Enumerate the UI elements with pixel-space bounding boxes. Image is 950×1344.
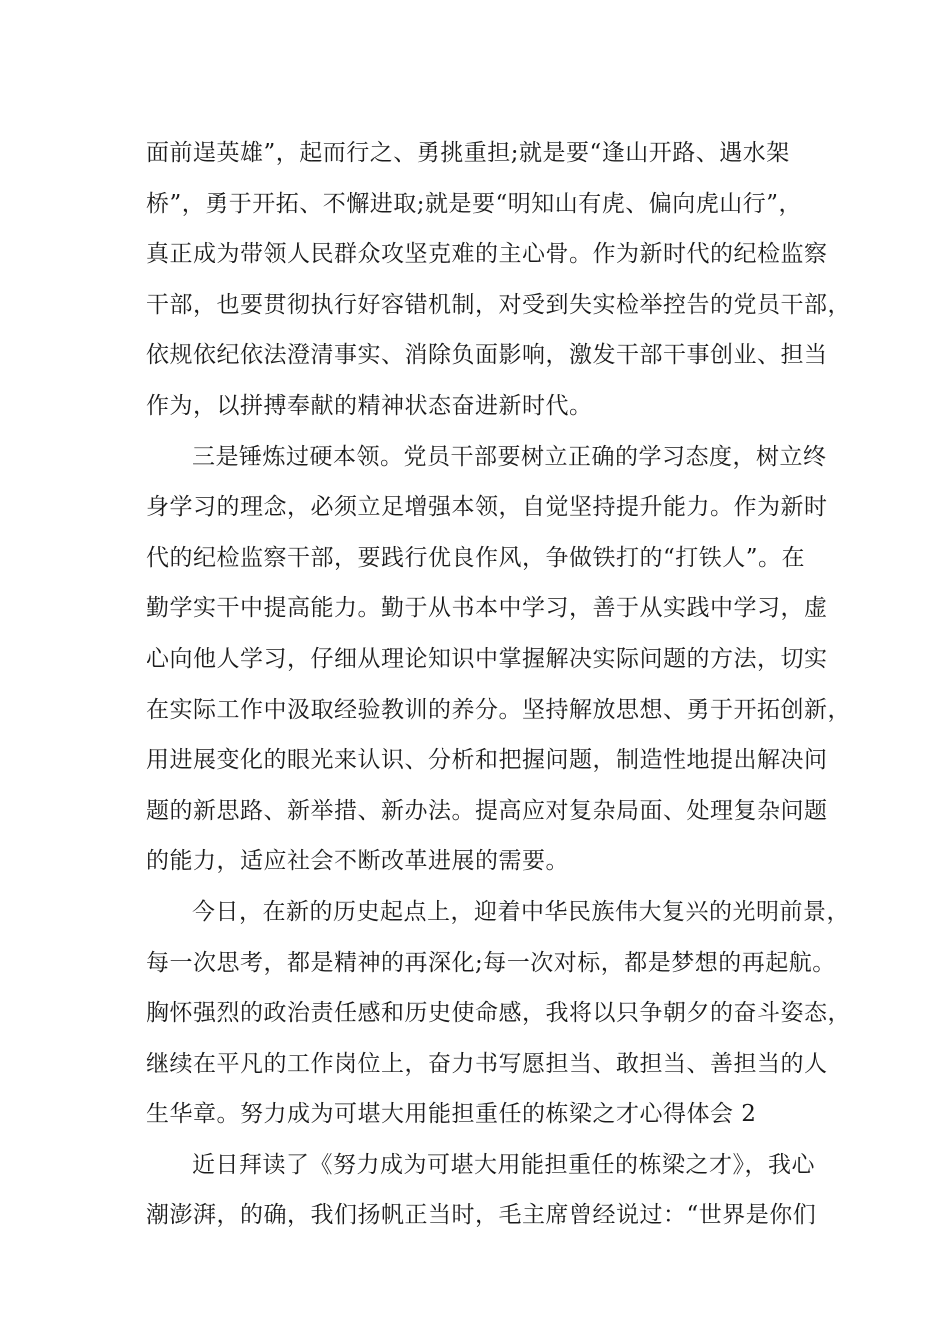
paragraph-start-line: 近日拜读了《努力成为可堪大用能担重任的栋梁之才》，我心 xyxy=(192,1151,815,1178)
paragraph-start-line: 三是锤炼过硬本领。党员干部要树立正确的学习态度，树立终 xyxy=(192,443,827,470)
text-line: 在实际工作中汲取经验教训的养分。坚持解放思想、勇于开拓创新， xyxy=(146,696,851,723)
text-line: 胸怀强烈的政治责任感和历史使命感，我将以只争朝夕的奋斗姿态， xyxy=(146,1000,851,1027)
text-line: 生华章。努力成为可堪大用能担重任的栋梁之才心得体会 2 xyxy=(146,1101,757,1128)
text-line: 代的纪检监察干部，要践行优良作风，争做铁打的“打铁人”。在 xyxy=(146,544,806,571)
text-line: 心向他人学习，仔细从理论知识中掌握解决实际问题的方法，切实 xyxy=(146,645,828,672)
text-line: 用进展变化的眼光来认识、分析和把握问题，制造性地提出解决问 xyxy=(146,747,828,774)
text-line: 勤学实干中提高能力。勤于从书本中学习，善于从实践中学习，虚 xyxy=(146,595,828,622)
body-text xyxy=(146,128,851,1241)
text-line: 继续在平凡的工作岗位上，奋力书写愿担当、敢担当、善担当的人 xyxy=(146,1050,828,1077)
text-line: 依规依纪依法澄清事实、消除负面影响，激发干部干事创业、担当 xyxy=(146,342,828,369)
text-line: 潮澎湃，的确，我们扬帆正当时，毛主席曾经说过：“世界是你们 xyxy=(146,1202,817,1229)
text-line: 桥”，勇于开拓、不懈进取;就是要“明知山有虎、偏向虎山行”， xyxy=(146,190,803,217)
text-line: 题的新思路、新举措、新办法。提高应对复杂局面、处理复杂问题 xyxy=(146,797,828,824)
text-line: 的能力，适应社会不断改革进展的需要。 xyxy=(146,848,569,875)
paragraph-start-line: 今日，在新的历史起点上，迎着中华民族伟大复兴的光明前景， xyxy=(192,898,850,925)
text-line: 每一次思考，都是精神的再深化;每一次对标，都是梦想的再起航。 xyxy=(146,949,836,976)
text-line: 干部，也要贯彻执行好容错机制，对受到失实检举控告的党员干部， xyxy=(146,291,851,318)
text-line: 作为，以拼搏奉献的精神状态奋进新时代。 xyxy=(146,392,593,419)
text-line: 真正成为带领人民群众攻坚克难的主心骨。作为新时代的纪检监察 xyxy=(146,241,828,268)
text-line: 身学习的理念，必须立足增强本领，自觉坚持提升能力。作为新时 xyxy=(146,494,828,521)
text-line: 面前逞英雄”，起而行之、勇挑重担;就是要“逢山开路、遇水架 xyxy=(146,140,790,166)
